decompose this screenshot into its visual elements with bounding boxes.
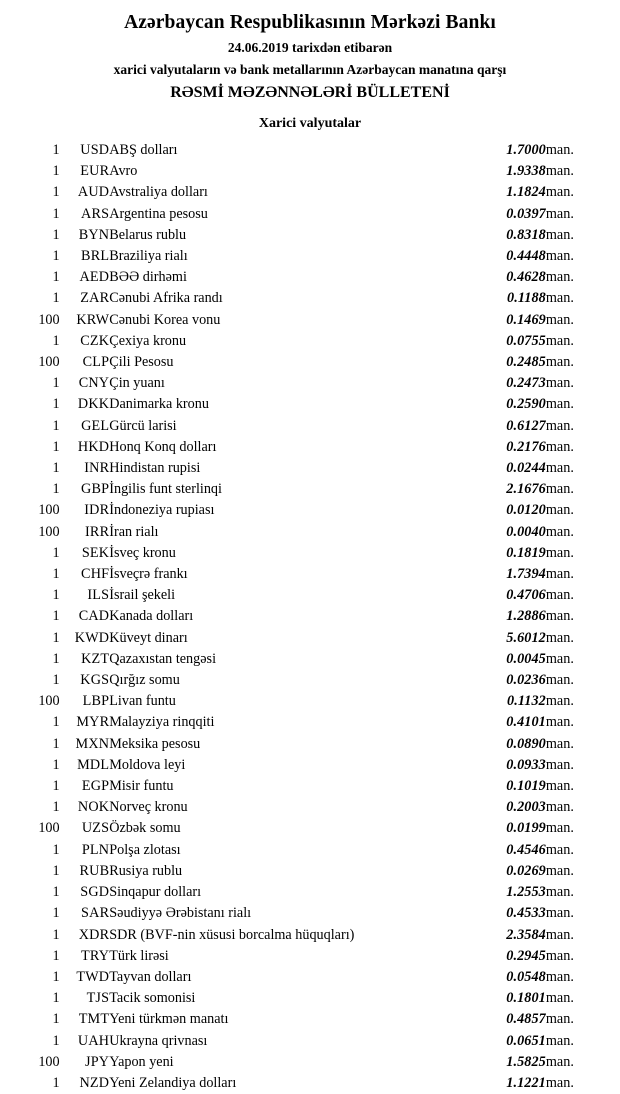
currency-rate: 0.1019 — [506, 778, 546, 795]
table-row — [12, 797, 608, 818]
table-row — [12, 734, 608, 755]
effective-date-line — [12, 40, 608, 56]
currency-units: 1 — [52, 417, 60, 434]
currency-rate: 0.1801 — [506, 990, 546, 1007]
currency-code: IDR — [84, 502, 110, 519]
currency-code: KRW — [76, 311, 110, 328]
currency-code: MXN — [75, 735, 110, 752]
table-row — [12, 416, 608, 437]
currency-units: 1 — [52, 862, 60, 879]
rate-unit-label: man. — [545, 714, 574, 731]
currency-rate: 0.4533 — [506, 905, 546, 922]
table-row — [12, 479, 608, 500]
currency-units: 1 — [52, 884, 60, 901]
currency-units: 1 — [52, 248, 60, 264]
currency-units: 1 — [52, 544, 60, 561]
bulletin-title: RƏSMİ MƏZƏNNƏLƏRİ BÜLLETENİ — [170, 83, 450, 101]
rate-unit-label: man. — [545, 481, 574, 498]
currency-name: Polşa zlotası — [109, 841, 181, 858]
document-subtitle: xarici valyutaların və bank metallarının Azərbaycan manatına qarşı — [113, 61, 507, 77]
currency-code: RUB — [79, 862, 110, 879]
currency-code: MDL — [77, 756, 110, 773]
currency-code: KGS — [80, 672, 110, 689]
rate-unit-label: man. — [545, 968, 574, 985]
currency-units: 1 — [52, 1032, 60, 1049]
currency-units: 1 — [52, 375, 60, 392]
currency-rate: 0.6127 — [506, 417, 546, 434]
table-row — [12, 606, 608, 627]
currency-units: 1 — [52, 226, 60, 243]
currency-units: 1 — [52, 163, 60, 180]
currency-units: 1 — [52, 438, 60, 455]
currency-code: TWD — [76, 968, 110, 985]
currency-name: Livan funtu — [109, 693, 176, 710]
currency-rate: 0.4448 — [506, 248, 546, 264]
currency-rate: 0.0755 — [506, 332, 546, 349]
currency-rate: 0.0890 — [506, 735, 546, 752]
currency-code: MYR — [76, 714, 110, 731]
currency-rate: 0.8318 — [506, 226, 546, 243]
effective-date-suffix: tarixdən etibarən — [292, 40, 393, 56]
currency-rate: 0.2945 — [506, 947, 546, 964]
currency-name: Avro — [109, 163, 138, 180]
currency-rate: 0.1188 — [507, 290, 546, 307]
table-row — [12, 1073, 608, 1094]
table-row — [12, 267, 608, 288]
currency-name: Rusiya rublu — [109, 862, 183, 879]
rate-unit-label: man. — [545, 1032, 574, 1049]
currency-rate: 1.5825 — [506, 1053, 546, 1070]
table-row — [12, 522, 608, 543]
exchange-rates-body — [12, 140, 608, 1094]
table-row — [12, 140, 608, 161]
currency-units: 1 — [52, 608, 60, 625]
currency-units: 1 — [52, 1011, 60, 1028]
rate-unit-label: man. — [545, 587, 574, 604]
currency-code: XDR — [78, 926, 110, 943]
currency-code: UZS — [81, 820, 110, 837]
table-row — [12, 840, 608, 861]
currency-rate: 0.2176 — [506, 438, 546, 455]
rate-unit-label: man. — [545, 650, 574, 667]
currency-rate: 0.0040 — [506, 523, 546, 540]
currency-rate: 1.2886 — [506, 608, 546, 625]
currency-name: Tacik somonisi — [109, 990, 196, 1007]
currency-name: SDR (BVF-nin xüsusi borcalma hüquqları) — [109, 926, 355, 943]
currency-units: 1 — [52, 629, 60, 646]
currency-code: LBP — [82, 693, 110, 710]
currency-name: Honq Konq dolları — [109, 438, 217, 455]
table-row — [12, 925, 608, 946]
rate-unit-label: man. — [545, 1011, 574, 1028]
currency-name: Özbək somu — [109, 820, 181, 837]
currency-rate: 0.4546 — [506, 841, 546, 858]
rate-unit-label: man. — [545, 990, 574, 1007]
rate-unit-label: man. — [545, 417, 574, 434]
rate-unit-label: man. — [545, 396, 574, 413]
currency-rate: 1.2553 — [506, 884, 546, 901]
table-row — [12, 225, 608, 246]
rate-unit-label: man. — [545, 693, 574, 710]
rate-unit-label: man. — [545, 248, 574, 264]
currency-rate: 0.0651 — [506, 1032, 546, 1049]
table-row — [12, 458, 608, 479]
currency-name: Norveç kronu — [109, 799, 188, 816]
rate-unit-label: man. — [545, 375, 574, 392]
currency-code: CAD — [78, 608, 110, 625]
rate-unit-label: man. — [545, 1074, 574, 1091]
currency-rate: 0.2485 — [506, 354, 546, 371]
rate-unit-label: man. — [545, 332, 574, 349]
currency-units: 1 — [52, 714, 60, 731]
currency-name: Cənubi Afrika randı — [109, 290, 223, 307]
currency-name: Tayvan dolları — [109, 968, 192, 985]
currency-code: AUD — [77, 184, 110, 201]
table-row — [12, 903, 608, 924]
rate-unit-label: man. — [545, 566, 574, 583]
currency-units: 1 — [52, 566, 60, 583]
currency-code: ILS — [87, 587, 110, 604]
currency-code: TMT — [78, 1011, 110, 1028]
currency-rate: 0.1132 — [507, 693, 546, 710]
table-row — [12, 1009, 608, 1030]
currency-code: EUR — [80, 163, 110, 180]
table-row — [12, 988, 608, 1009]
table-row — [12, 564, 608, 585]
currency-rate: 1.1221 — [506, 1074, 546, 1091]
currency-rate: 1.7394 — [506, 566, 546, 583]
currency-units: 100 — [38, 820, 60, 837]
currency-units: 1 — [52, 184, 60, 201]
currency-rate: 5.6012 — [506, 629, 546, 646]
rate-unit-label: man. — [545, 841, 574, 858]
currency-units: 1 — [52, 1074, 60, 1091]
currency-units: 1 — [52, 141, 60, 158]
currency-name: Malayziya rinqqiti — [109, 714, 215, 731]
table-row — [12, 776, 608, 797]
currency-code: EGP — [81, 778, 110, 795]
currency-rate: 0.0397 — [506, 205, 546, 222]
rate-unit-label: man. — [545, 226, 574, 243]
currency-units: 1 — [52, 990, 60, 1007]
rate-unit-label: man. — [545, 1053, 574, 1070]
currency-units: 1 — [52, 460, 60, 477]
currency-units: 1 — [52, 799, 60, 816]
table-row — [12, 373, 608, 394]
currency-code: NOK — [77, 799, 110, 816]
table-row — [12, 585, 608, 606]
bank-title: Azərbaycan Respublikasının Mərkəzi Bankı — [124, 12, 496, 33]
table-row — [12, 1031, 608, 1052]
exchange-rates-table — [12, 140, 608, 1094]
currency-name: İngilis funt sterlinqi — [109, 481, 222, 498]
currency-code: NZD — [79, 1074, 110, 1091]
table-row — [12, 755, 608, 776]
currency-rate: 0.0236 — [506, 672, 546, 689]
currency-rate: 0.2003 — [506, 799, 546, 816]
currency-rate: 0.4101 — [506, 714, 546, 731]
currency-units: 1 — [52, 650, 60, 667]
rate-unit-label: man. — [545, 523, 574, 540]
currency-name: Moldova leyi — [109, 756, 186, 773]
currency-code: BYN — [78, 226, 110, 243]
currency-rate: 0.0548 — [506, 968, 546, 985]
currency-rate: 1.9338 — [506, 163, 546, 180]
table-row — [12, 712, 608, 733]
rate-unit-label: man. — [545, 799, 574, 816]
currency-units: 100 — [38, 311, 60, 328]
currency-code: KZT — [81, 650, 110, 667]
table-row — [12, 310, 608, 331]
table-row — [12, 500, 608, 521]
document-header — [12, 12, 608, 102]
currency-units: 100 — [38, 354, 60, 371]
currency-rate: 2.3584 — [506, 926, 546, 943]
currency-code: SGD — [80, 884, 110, 901]
currency-rate: 1.7000 — [506, 141, 546, 158]
currency-rate: 0.4706 — [506, 587, 546, 604]
currency-units: 100 — [38, 693, 60, 710]
currency-units: 1 — [52, 205, 60, 222]
table-row — [12, 1052, 608, 1073]
currency-code: GEL — [81, 417, 110, 434]
currency-rate: 0.0269 — [506, 862, 546, 879]
currency-name: İran rialı — [109, 523, 159, 540]
currency-name: ABŞ dolları — [109, 141, 178, 158]
rate-unit-label: man. — [545, 735, 574, 752]
currency-code: ARS — [81, 205, 110, 222]
currency-code: KWD — [74, 629, 110, 646]
table-row — [12, 161, 608, 182]
currency-units: 1 — [52, 841, 60, 858]
table-row — [12, 649, 608, 670]
currency-units: 1 — [52, 778, 60, 795]
currency-code: TJS — [86, 990, 110, 1007]
rate-unit-label: man. — [545, 290, 574, 307]
rate-unit-label: man. — [545, 884, 574, 901]
table-row — [12, 861, 608, 882]
currency-name: Çili Pesosu — [109, 354, 174, 371]
currency-name: Yeni Zelandiya dolları — [109, 1074, 237, 1091]
currency-name: Meksika pesosu — [109, 735, 201, 752]
currency-name: Argentina pesosu — [109, 205, 208, 222]
currency-code: TRY — [81, 947, 110, 964]
table-row — [12, 331, 608, 352]
table-row — [12, 882, 608, 903]
currency-name: Səudiyyə Ərəbistanı rialı — [109, 905, 252, 922]
rate-unit-label: man. — [545, 926, 574, 943]
currency-code: GBP — [81, 481, 110, 498]
section-title-foreign-currencies: Xarici valyutalar — [258, 115, 362, 131]
table-row — [12, 204, 608, 225]
currency-units: 1 — [52, 396, 60, 413]
currency-rate: 0.4857 — [506, 1011, 546, 1028]
currency-name: Qazaxıstan tengəsi — [109, 650, 217, 667]
currency-rate: 0.0933 — [506, 756, 546, 773]
currency-rate: 0.0045 — [506, 650, 546, 667]
table-row — [12, 628, 608, 649]
rate-unit-label: man. — [545, 947, 574, 964]
currency-rate: 0.0199 — [506, 820, 546, 837]
currency-code: SEK — [81, 544, 110, 561]
currency-units: 1 — [52, 587, 60, 604]
currency-name: Misir funtu — [109, 778, 174, 795]
table-row — [12, 288, 608, 309]
currency-name: İndoneziya rupiası — [109, 502, 215, 519]
currency-name: Avstraliya dolları — [109, 184, 208, 201]
currency-code: PLN — [81, 841, 110, 858]
currency-units: 1 — [52, 735, 60, 752]
table-row — [12, 670, 608, 691]
table-row — [12, 246, 608, 267]
currency-units: 1 — [52, 332, 60, 349]
table-row — [12, 182, 608, 203]
rate-unit-label: man. — [545, 820, 574, 837]
currency-name: İsveçrə frankı — [109, 566, 188, 583]
currency-code: UAH — [77, 1032, 110, 1049]
currency-name: Sinqapur dolları — [109, 884, 202, 901]
currency-rate: 0.2590 — [506, 396, 546, 413]
currency-code: SAR — [81, 905, 110, 922]
currency-name: Çexiya kronu — [109, 332, 187, 349]
rate-unit-label: man. — [545, 608, 574, 625]
currency-units: 1 — [52, 756, 60, 773]
currency-name: Türk lirəsi — [109, 947, 169, 964]
currency-name: Hindistan rupisi — [109, 460, 201, 477]
currency-name: Çin yuanı — [109, 375, 165, 392]
currency-rate: 0.2473 — [506, 375, 546, 392]
table-row — [12, 967, 608, 988]
table-row — [12, 818, 608, 839]
currency-name: Yapon yeni — [109, 1053, 174, 1070]
table-row — [12, 394, 608, 415]
currency-rate: 0.0244 — [506, 460, 546, 477]
currency-units: 1 — [52, 481, 60, 498]
currency-name: İsveç kronu — [109, 544, 176, 561]
currency-units: 1 — [52, 290, 60, 307]
rate-unit-label: man. — [545, 862, 574, 879]
currency-code: DKK — [77, 396, 110, 413]
currency-name: Kanada dolları — [109, 608, 194, 625]
currency-rate: 2.1676 — [506, 481, 546, 498]
currency-rate: 0.1819 — [506, 544, 546, 561]
table-row — [12, 437, 608, 458]
currency-units: 1 — [52, 672, 60, 689]
rate-unit-label: man. — [545, 460, 574, 477]
currency-name: Yeni türkmən manatı — [109, 1011, 229, 1028]
currency-units: 1 — [52, 926, 60, 943]
rate-unit-label: man. — [545, 184, 574, 201]
currency-units: 100 — [38, 523, 60, 540]
currency-name: Danimarka kronu — [109, 396, 209, 413]
rate-unit-label: man. — [545, 502, 574, 519]
currency-code: INR — [84, 460, 110, 477]
currency-code: BRL — [81, 248, 110, 264]
rate-unit-label: man. — [545, 672, 574, 689]
table-row — [12, 352, 608, 373]
currency-code: ZAR — [80, 290, 110, 307]
table-row — [12, 691, 608, 712]
rate-unit-label: man. — [545, 544, 574, 561]
currency-code: CNY — [78, 375, 110, 392]
currency-code: AED — [79, 269, 110, 286]
table-row — [12, 946, 608, 967]
currency-name: İsrail şekeli — [109, 587, 176, 604]
rate-unit-label: man. — [545, 311, 574, 328]
rate-unit-label: man. — [545, 163, 574, 180]
currency-name: Gürcü larisi — [109, 417, 177, 434]
currency-units: 1 — [52, 269, 60, 286]
currency-code: CHF — [81, 566, 110, 583]
currency-units: 100 — [38, 502, 60, 519]
rate-unit-label: man. — [545, 778, 574, 795]
table-row — [12, 543, 608, 564]
effective-date: 24.06.2019 — [227, 40, 289, 56]
rate-unit-label: man. — [545, 205, 574, 222]
currency-rate: 0.1469 — [506, 311, 546, 328]
currency-code: IRR — [84, 523, 110, 540]
currency-name: Qırğız somu — [109, 672, 180, 689]
currency-name: BƏƏ dirhəmi — [109, 269, 187, 286]
currency-name: Cənubi Korea vonu — [109, 311, 221, 328]
currency-code: HKD — [77, 438, 110, 455]
rate-unit-label: man. — [545, 756, 574, 773]
currency-units: 1 — [52, 947, 60, 964]
currency-code: CZK — [80, 332, 110, 349]
currency-code: CLP — [82, 354, 110, 371]
currency-rate: 1.1824 — [506, 184, 546, 201]
currency-name: Küveyt dinarı — [109, 629, 188, 646]
currency-name: Belarus rublu — [109, 226, 187, 243]
currency-code: JPY — [84, 1053, 110, 1070]
rate-unit-label: man. — [545, 905, 574, 922]
currency-units: 1 — [52, 968, 60, 985]
currency-name: Ukrayna qrivnası — [109, 1032, 208, 1049]
currency-rate: 0.4628 — [506, 269, 546, 286]
rate-unit-label: man. — [545, 438, 574, 455]
currency-units: 100 — [38, 1053, 60, 1070]
currency-name: Braziliya rialı — [109, 248, 188, 264]
currency-code: USD — [80, 141, 110, 158]
currency-units: 1 — [52, 905, 60, 922]
rate-unit-label: man. — [545, 269, 574, 286]
rate-unit-label: man. — [545, 141, 574, 158]
currency-rate: 0.0120 — [506, 502, 546, 519]
rate-unit-label: man. — [545, 629, 574, 646]
rate-unit-label: man. — [545, 354, 574, 371]
